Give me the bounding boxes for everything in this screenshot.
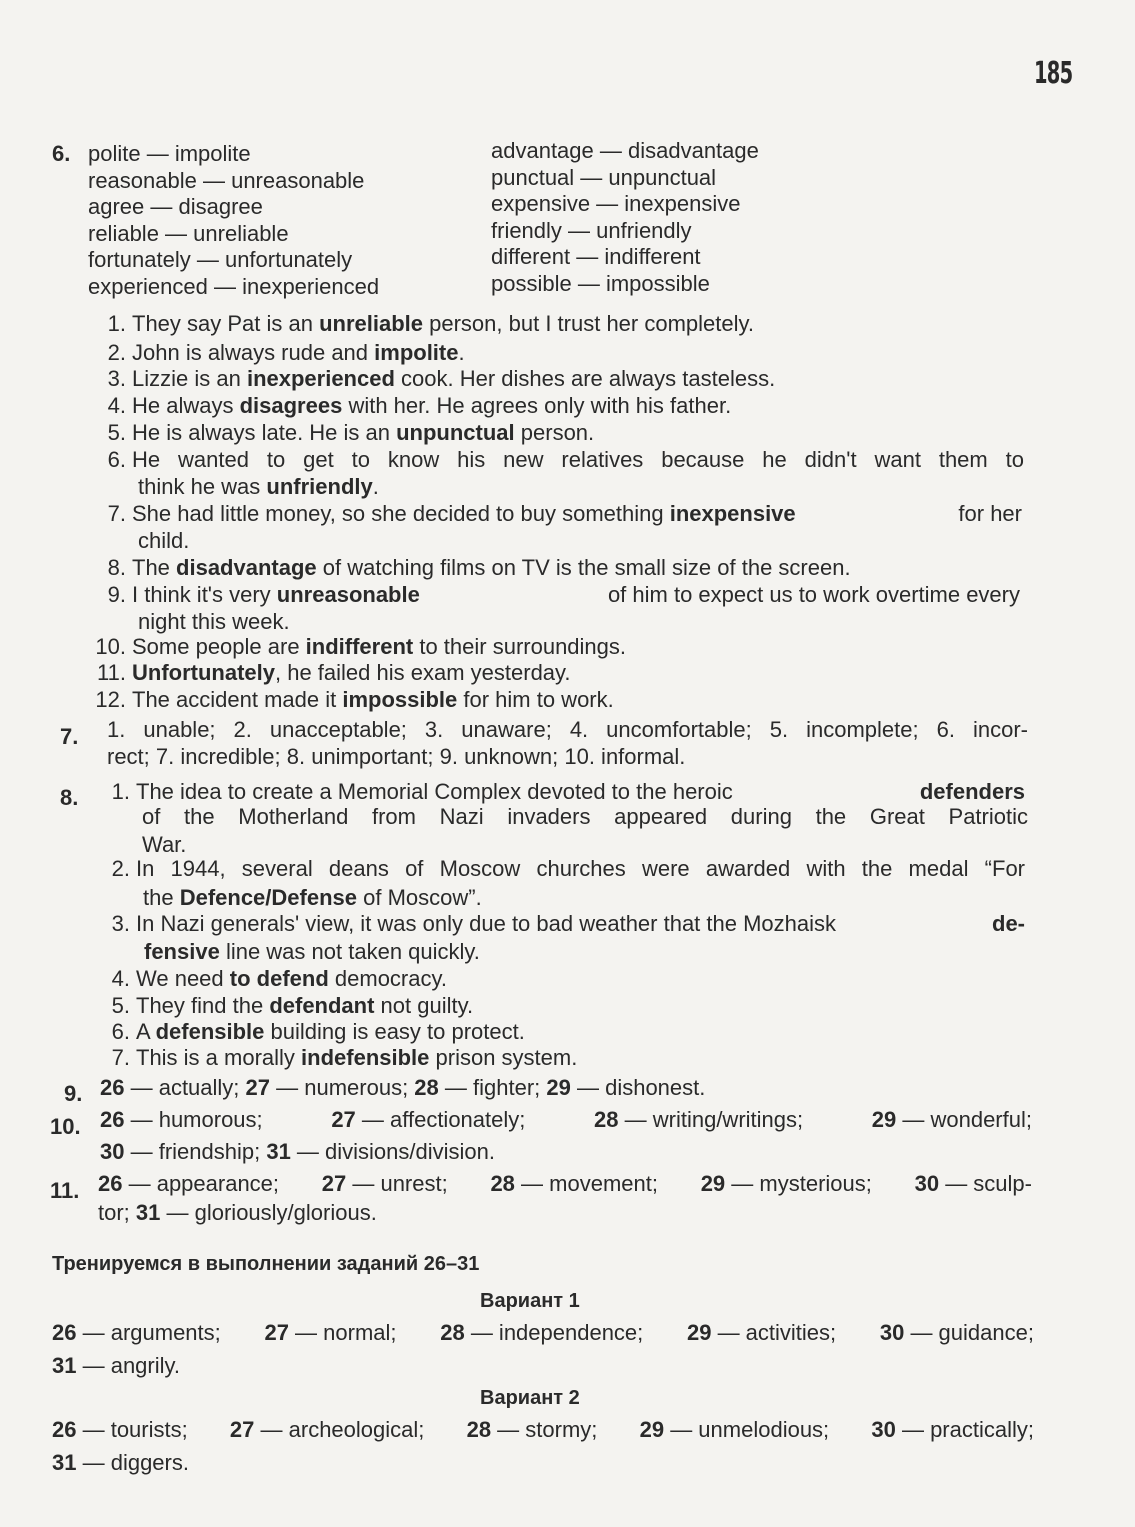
answer-text: — independence; [464, 1320, 644, 1345]
sentence-number: 6. [107, 447, 126, 472]
sentence-text: Lizzie is an [132, 366, 247, 391]
task-number: 31 [52, 1353, 77, 1378]
sentence-number: 11. [97, 660, 126, 685]
answer-text: — gloriously/glorious. [160, 1200, 377, 1225]
sentence-text: The [132, 555, 177, 580]
task-number: 27 [321, 1171, 347, 1196]
answer-text: — stormy; [491, 1417, 598, 1442]
task-number: 26 [100, 1107, 125, 1132]
ex11-line-1 [98, 1171, 1032, 1197]
task-number: 26 [52, 1417, 77, 1442]
answer-word: disagrees [239, 393, 343, 418]
task-number: 26 [98, 1171, 123, 1196]
task-number: 28 [440, 1320, 465, 1345]
sentence-number: 6. [111, 1019, 130, 1044]
answer-text: — actually; [124, 1075, 246, 1100]
word-pair: advantage — disadvantage [491, 138, 759, 163]
task-number: 31 [52, 1450, 77, 1475]
task-number: 29 [546, 1075, 571, 1100]
exercise-6-number: 6. [52, 141, 71, 166]
answer-word: fensive [144, 939, 220, 964]
answer-text: — dishonest. [570, 1075, 706, 1100]
word-pair: expensive — inexpensive [491, 191, 741, 216]
sentence-text: to their surroundings. [413, 634, 627, 659]
answer-word: unreliable [319, 311, 424, 336]
answer-text: — guidance; [904, 1320, 1034, 1345]
answer-text: — numerous; [270, 1075, 415, 1100]
exercise-8-number: 8. [60, 785, 79, 810]
sentence-number: 5. [107, 420, 126, 445]
answer-text: — archeological; [254, 1417, 425, 1442]
answer-text: — unmelodious; [664, 1417, 830, 1442]
sentence-text: Some people are [132, 634, 306, 659]
sentence-text: The idea to create a Memorial Complex devoted to the heroic [136, 779, 733, 804]
word-pairs-right [491, 138, 759, 297]
task-number: 28 [414, 1075, 439, 1100]
variant-2-line-1 [52, 1417, 1034, 1443]
sentence-number: 4. [111, 966, 130, 991]
task-number: 26 [100, 1075, 125, 1100]
answer-word: impolite [374, 340, 459, 365]
answer-word: Defence/Defense [179, 885, 358, 910]
answer-text: — affectionately; [355, 1107, 526, 1132]
sentence-text: line was not taken quickly. [219, 939, 480, 964]
answer-word: unpunctual [396, 420, 515, 445]
word-pair: experienced — inexperienced [88, 273, 380, 299]
answer-text: — practically; [895, 1417, 1034, 1442]
sentence-text: person. [514, 420, 595, 445]
sentence-text: . [458, 340, 465, 365]
sentence-number: 3. [111, 911, 130, 936]
answer-word: disadvantage [176, 555, 317, 580]
word-pairs-left [88, 141, 379, 300]
task-number: 29 [700, 1171, 726, 1196]
ex11-line-2 [98, 1200, 377, 1226]
sentence-text: A [136, 1019, 156, 1044]
sentence-number: 10. [95, 634, 126, 659]
sentence-number: 12. [95, 687, 126, 712]
word-pair: possible — impossible [491, 270, 710, 296]
task-number: 30 [100, 1139, 125, 1164]
answer-text: — fighter; [438, 1075, 547, 1100]
sentence-text: person, but I trust her completely. [423, 311, 754, 336]
ex7-line-2: rect; 7. incredible; 8. unimportant; 9. unknown; 10. informal. [107, 744, 686, 769]
sentence-text: cook. Her dishes are always tasteless. [394, 366, 776, 391]
word-pair: reasonable — unreasonable [88, 167, 365, 193]
sentence-text: In Nazi generals' view, it was only due to bad weather that the Mozhaisk [136, 911, 837, 936]
sentence-text: We need [136, 966, 230, 991]
task-number: 31 [266, 1139, 291, 1164]
ex8-sentence-3-cont [144, 939, 480, 965]
word-pair: friendly — unfriendly [491, 217, 692, 243]
task-number: 26 [52, 1320, 77, 1345]
sentence-text: with her. He agrees only with his father. [342, 393, 732, 418]
sentence-number: 7. [111, 1045, 130, 1070]
word-pair: punctual — unpunctual [491, 164, 717, 190]
sentence-number: 4. [107, 393, 126, 418]
sentence-text: . [372, 474, 379, 499]
answer-word: indefensible [301, 1045, 430, 1070]
section-heading: Тренируемся в выполнении заданий 26–31 [52, 1253, 480, 1275]
answer-word: Unfortunately [132, 660, 275, 685]
answer-text: — diggers. [76, 1450, 189, 1475]
variant-1-title: Вариант 1 [480, 1290, 580, 1312]
sentence-text: He is always late. He is an [132, 420, 397, 445]
task-number: 27 [229, 1417, 255, 1442]
answer-text: — humorous; [124, 1107, 263, 1132]
answer-word: defenders [919, 779, 1025, 804]
ex6-sentence-9-cont: night this week. [138, 609, 290, 634]
sentence-text: , he failed his exam yesterday. [275, 660, 571, 685]
sentence-text: He always [132, 393, 240, 418]
answer-text: — wonderful; [896, 1107, 1032, 1132]
exercise-7-number: 7. [60, 724, 79, 749]
answer-text: — writing/writings; [618, 1107, 804, 1132]
sentence-number: 7. [107, 501, 126, 526]
sentence-text: The accident made it [132, 687, 343, 712]
sentence-number: 2. [111, 856, 130, 881]
sentence-text: for her [958, 501, 1022, 526]
answer-word: unreasonable [276, 582, 420, 607]
answer-text: — arguments; [76, 1320, 221, 1345]
variant-2-line-2 [52, 1450, 189, 1476]
answer-text: — tourists; [76, 1417, 188, 1442]
sentence-text: He wanted to get to know his new relatives because he didn't want them to [132, 447, 1024, 472]
ex9-line [100, 1075, 705, 1101]
sentence-number: 1. [111, 779, 130, 804]
task-number: 30 [871, 1417, 896, 1442]
page-number: 185 [1034, 56, 1073, 91]
ex8-sentence-1-end: War. [142, 832, 187, 857]
answer-word: defendant [269, 993, 375, 1018]
sentence-number: 8. [107, 555, 126, 580]
task-number: 28 [466, 1417, 492, 1442]
answer-text: — sculp- [939, 1171, 1032, 1196]
ex6-sentence-6-cont [138, 474, 379, 500]
ex10-line-2 [100, 1139, 495, 1165]
sentence-number: 9. [107, 582, 126, 607]
task-number: 29 [686, 1320, 712, 1345]
task-number: 27 [331, 1107, 356, 1132]
task-number: 28 [594, 1107, 619, 1132]
answer-text: — movement; [514, 1171, 658, 1196]
task-number: 27 [245, 1075, 271, 1100]
task-number: 30 [879, 1320, 905, 1345]
answer-text: — friendship; [124, 1139, 267, 1164]
exercise-10-number: 10. [50, 1114, 81, 1139]
answer-text: — angrily. [76, 1353, 180, 1378]
ex6-sentence-7-cont: child. [138, 528, 190, 553]
sentence-number: 3. [107, 366, 126, 391]
sentence-text: In 1944, several deans of Moscow churches were awarded with the medal “For [136, 856, 1025, 881]
ex8-sentence-1-cont: of the Motherland from Nazi invaders appeared during the Great Patriotic [142, 804, 1028, 829]
word-pair: polite — impolite [88, 141, 251, 166]
answer-text: — normal; [288, 1320, 397, 1345]
ex10-line-1 [100, 1107, 1032, 1133]
sentence-text: John is always rude and [132, 340, 375, 365]
answer-word: inexperienced [246, 366, 395, 391]
task-number: 30 [914, 1171, 940, 1196]
answer-text: tor; [98, 1200, 136, 1225]
task-number: 27 [264, 1320, 289, 1345]
word-pair: different — indifferent [491, 244, 701, 269]
exercise-11-number: 11. [50, 1178, 80, 1203]
sentence-text: She had little money, so she decided to buy something [132, 501, 670, 526]
task-number: 29 [871, 1107, 897, 1132]
sentence-text: I think it's very [132, 582, 277, 607]
answer-text: — divisions/division. [290, 1139, 495, 1164]
variant-1-line-2 [52, 1353, 180, 1379]
task-number: 28 [490, 1171, 515, 1196]
sentence-text: the [143, 885, 180, 910]
exercise-9-number: 9. [64, 1081, 83, 1106]
answer-word: indifferent [305, 634, 414, 659]
answer-word: unfriendly [266, 474, 373, 499]
variant-1-line-1 [52, 1320, 1034, 1346]
answer-word: to defend [229, 966, 329, 991]
sentence-text: of watching films on TV is the small size of the screen. [316, 555, 851, 580]
answer-word: defensible [155, 1019, 265, 1044]
answer-word: impossible [342, 687, 458, 712]
task-number: 31 [135, 1200, 161, 1225]
sentence-text: They find the [136, 993, 270, 1018]
sentence-text: think he was [138, 474, 267, 499]
task-number: 29 [639, 1417, 665, 1442]
answer-text: — mysterious; [725, 1171, 872, 1196]
sentence-text: for him to work. [457, 687, 614, 712]
answer-word: inexpensive [669, 501, 796, 526]
sentence-text: of him to expect us to work overtime every [607, 582, 1020, 607]
ex7-line-1: 1. unable; 2. unacceptable; 3. unaware; 4. uncomfortable; 5. incomplete; 6. incor- [107, 717, 1028, 742]
answer-text: — unrest; [346, 1171, 448, 1196]
word-pair: fortunately — unfortunately [88, 247, 353, 272]
sentence-text: building is easy to protect. [264, 1019, 525, 1044]
variant-2-title: Вариант 2 [480, 1387, 580, 1409]
word-pair: agree — disagree [88, 194, 263, 219]
sentence-number: 1. [107, 311, 126, 336]
answer-word: de- [992, 911, 1025, 936]
answer-text: — appearance; [122, 1171, 280, 1196]
sentence-text: This is a morally [136, 1045, 302, 1070]
sentence-text: not guilty. [374, 993, 474, 1018]
sentence-text: democracy. [328, 966, 447, 991]
answer-text: — activities; [711, 1320, 837, 1345]
sentence-number: 5. [111, 993, 130, 1018]
word-pair: reliable — unreliable [88, 220, 289, 246]
ex8-sentence-2-cont [143, 885, 482, 911]
sentence-number: 2. [107, 340, 126, 365]
sentence-text: prison system. [429, 1045, 578, 1070]
sentence-text: They say Pat is an [132, 311, 320, 336]
sentence-text: of Moscow”. [357, 885, 482, 910]
